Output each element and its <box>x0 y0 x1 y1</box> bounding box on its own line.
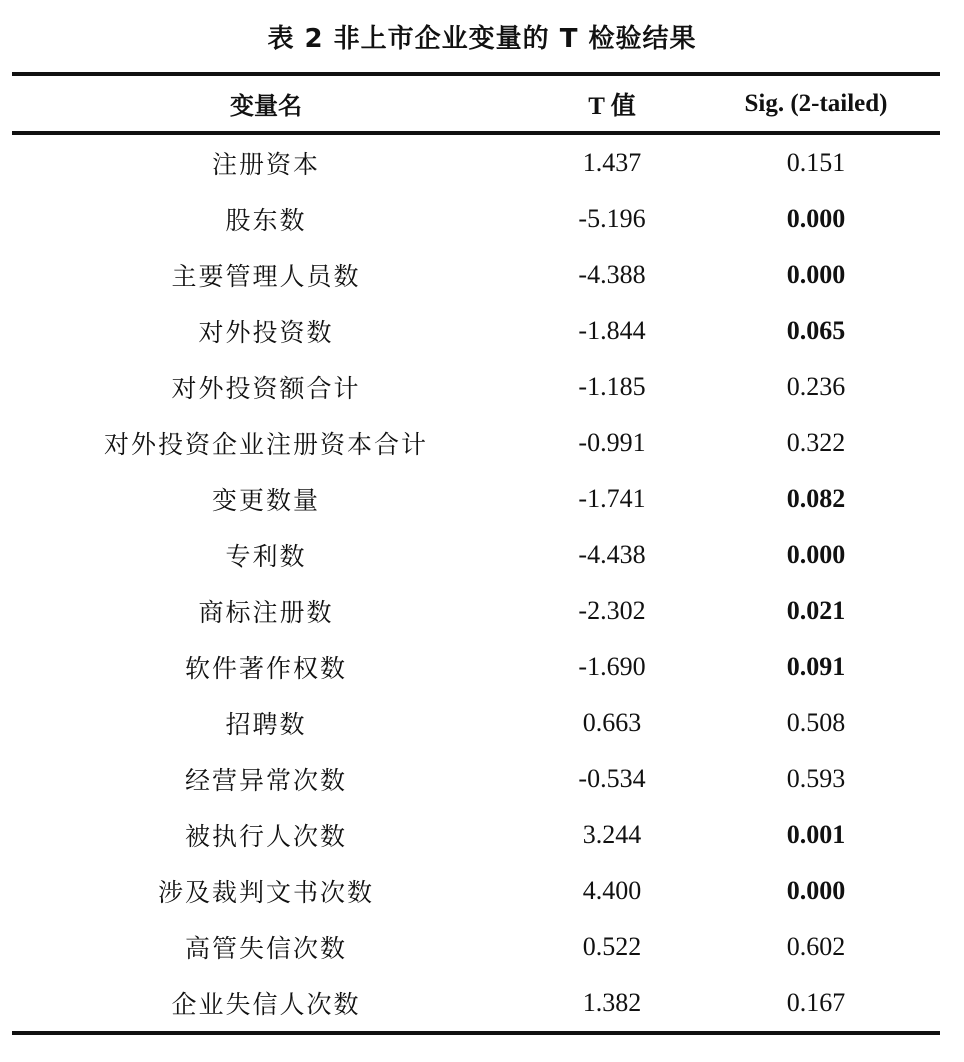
table-row <box>12 863 940 919</box>
table-row <box>12 415 940 471</box>
header-cell-t: T 值 <box>588 92 636 120</box>
table-row <box>12 247 940 303</box>
cell-variable-name: 企业失信人次数 <box>171 990 361 1019</box>
header-cell-variable: 变量名 <box>230 92 302 120</box>
cell-t-value: 1.437 <box>582 148 642 177</box>
cell-sig-value: 0.508 <box>786 708 846 737</box>
cell-variable-name: 商标注册数 <box>198 598 334 627</box>
table-row <box>12 919 940 975</box>
cell-t-value: -2.302 <box>578 596 646 625</box>
cell-sig-value: 0.021 <box>786 596 846 625</box>
cell-variable-name: 对外投资额合计 <box>171 374 361 403</box>
bottom-rule <box>12 1031 940 1035</box>
table-row <box>12 471 940 527</box>
cell-sig-value: 0.151 <box>786 148 846 177</box>
table-row <box>12 303 940 359</box>
cell-t-value: -1.185 <box>578 372 646 401</box>
table-row <box>12 583 940 639</box>
cell-t-value: -0.991 <box>578 428 646 457</box>
cell-sig-value: 0.167 <box>786 988 846 1017</box>
cell-sig-value: 0.065 <box>786 316 846 345</box>
table-row <box>12 191 940 247</box>
cell-sig-value: 0.593 <box>786 764 846 793</box>
cell-variable-name: 对外投资企业注册资本合计 <box>103 430 428 459</box>
cell-t-value: 4.400 <box>582 876 642 905</box>
table-row <box>12 695 940 751</box>
cell-sig-value: 0.082 <box>786 484 846 513</box>
cell-sig-value: 0.322 <box>786 428 846 457</box>
cell-sig-value: 0.091 <box>786 652 846 681</box>
table-caption: 表 2 非上市企业变量的 T 检验结果 <box>267 24 697 54</box>
cell-sig-value: 0.000 <box>786 540 846 569</box>
table-row <box>12 751 940 807</box>
cell-t-value: 3.244 <box>582 820 642 849</box>
cell-sig-value: 0.602 <box>786 932 846 961</box>
table-row <box>12 135 940 191</box>
cell-sig-value: 0.001 <box>786 820 846 849</box>
table-header-row <box>12 76 940 131</box>
cell-t-value: -1.741 <box>578 484 646 513</box>
cell-t-value: 0.663 <box>582 708 642 737</box>
t-test-table <box>12 72 940 1035</box>
cell-t-value: -1.844 <box>578 316 646 345</box>
cell-sig-value: 0.000 <box>786 204 846 233</box>
cell-t-value: -0.534 <box>578 764 646 793</box>
cell-t-value: -4.438 <box>578 540 646 569</box>
cell-variable-name: 被执行人次数 <box>184 822 347 851</box>
table-row <box>12 359 940 415</box>
cell-variable-name: 软件著作权数 <box>184 654 347 683</box>
cell-variable-name: 高管失信次数 <box>184 934 347 963</box>
header-cell-sig: Sig. (2-tailed) <box>744 89 888 117</box>
table-body <box>12 135 940 1031</box>
cell-sig-value: 0.000 <box>786 260 846 289</box>
cell-sig-value: 0.000 <box>786 876 846 905</box>
cell-t-value: -4.388 <box>578 260 646 289</box>
cell-t-value: 1.382 <box>582 988 642 1017</box>
cell-sig-value: 0.236 <box>786 372 846 401</box>
cell-variable-name: 经营异常次数 <box>184 766 347 795</box>
table-row <box>12 975 940 1031</box>
cell-t-value: 0.522 <box>582 932 642 961</box>
cell-variable-name: 涉及裁判文书次数 <box>157 878 374 907</box>
cell-variable-name: 注册资本 <box>211 150 320 179</box>
table-row <box>12 527 940 583</box>
cell-variable-name: 对外投资数 <box>198 318 334 347</box>
cell-t-value: -5.196 <box>578 204 646 233</box>
cell-t-value: -1.690 <box>578 652 646 681</box>
cell-variable-name: 专利数 <box>225 542 307 571</box>
cell-variable-name: 股东数 <box>225 206 307 235</box>
cell-variable-name: 主要管理人员数 <box>171 262 361 291</box>
cell-variable-name: 变更数量 <box>211 486 320 515</box>
table-row <box>12 807 940 863</box>
cell-variable-name: 招聘数 <box>225 710 307 739</box>
table-row <box>12 639 940 695</box>
